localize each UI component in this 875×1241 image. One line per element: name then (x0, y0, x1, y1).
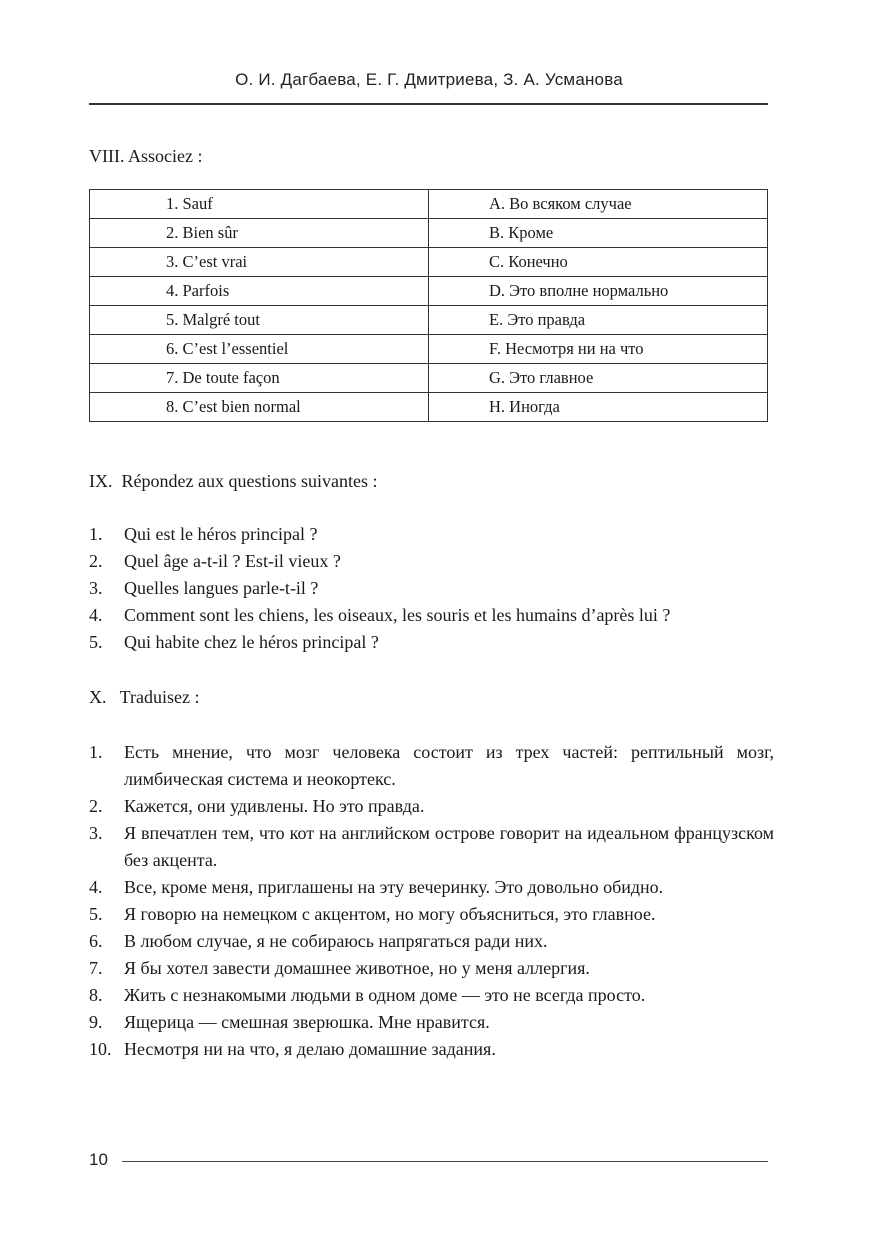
section-ix-title: IX. Répondez aux questions suivantes : (89, 471, 378, 491)
item-number: 1. (89, 742, 103, 762)
russian-phrase: E. Это правда (429, 306, 768, 335)
list-item (89, 629, 774, 656)
translation-list (89, 739, 774, 1063)
translation-text: Кажется, они удивлены. Но это правда. (124, 796, 425, 816)
item-number: 4. (89, 877, 103, 897)
french-phrase: 4. Parfois (90, 277, 429, 306)
russian-phrase: F. Несмотря ни на что (429, 335, 768, 364)
list-item (89, 548, 774, 575)
list-item (89, 874, 774, 901)
list-item (89, 602, 774, 629)
table-row (90, 393, 768, 422)
item-number: 2. (89, 796, 103, 816)
translation-text: Ящерица — смешная зверюшка. Мне нравится. (124, 1012, 490, 1032)
running-head-authors: О. И. Дагбаева, Е. Г. Дмитриева, З. А. Усманова (235, 70, 623, 89)
list-item (89, 901, 774, 928)
table-row (90, 248, 768, 277)
section-x-title: X. Traduisez : (89, 687, 200, 707)
question-text: Quel âge a-t-il ? Est-il vieux ? (124, 551, 341, 571)
russian-phrase: A. Во всяком случае (429, 190, 768, 219)
list-item (89, 928, 774, 955)
item-number: 9. (89, 1012, 103, 1032)
translation-text: Есть мнение, что мозг человека состоит из трех частей: рептильный мозг, лимбическая система и неокортекс. (124, 742, 774, 789)
list-item (89, 982, 774, 1009)
translation-text: Все, кроме меня, приглашены на эту вечеринку. Это довольно обидно. (124, 877, 664, 897)
list-item (89, 793, 774, 820)
french-phrase: 6. C’est l’essentiel (90, 335, 429, 364)
translation-text: Несмотря ни на что, я делаю домашние задания. (124, 1039, 496, 1059)
item-number: 7. (89, 958, 103, 978)
item-number: 5. (89, 904, 103, 924)
question-text: Quelles langues parle-t-il ? (124, 578, 319, 598)
table-row (90, 306, 768, 335)
item-number: 10. (89, 1039, 112, 1059)
translation-text: Я бы хотел завести домашнее животное, но у меня аллергия. (124, 958, 590, 978)
question-text: Qui est le héros principal ? (124, 524, 318, 544)
table-row (90, 219, 768, 248)
item-number: 3. (89, 578, 103, 598)
translation-text: Я впечатлен тем, что кот на английском острове говорит на идеальном французском без акцента. (124, 823, 774, 870)
russian-phrase: G. Это главное (429, 364, 768, 393)
list-item (89, 1009, 774, 1036)
table-row (90, 335, 768, 364)
russian-phrase: H. Иногда (429, 393, 768, 422)
russian-phrase: B. Кроме (429, 219, 768, 248)
list-item (89, 1036, 774, 1063)
table-row (90, 277, 768, 306)
questions-list (89, 521, 774, 656)
question-text: Comment sont les chiens, les oiseaux, les souris et les humains d’après lui ? (124, 605, 671, 625)
item-number: 3. (89, 823, 103, 843)
russian-phrase: C. Конечно (429, 248, 768, 277)
russian-phrase: D. Это вполне нормально (429, 277, 768, 306)
table-row (90, 190, 768, 219)
item-number: 5. (89, 632, 103, 652)
item-number: 8. (89, 985, 103, 1005)
french-phrase: 8. C’est bien normal (90, 393, 429, 422)
section-viii-title: VIII. Associez : (89, 146, 203, 166)
french-phrase: 3. C’est vrai (90, 248, 429, 277)
question-text: Qui habite chez le héros principal ? (124, 632, 379, 652)
translation-text: Я говорю на немецком с акцентом, но могу объясниться, это главное. (124, 904, 656, 924)
page-number: 10 (89, 1150, 108, 1169)
list-item (89, 575, 774, 602)
item-number: 6. (89, 931, 103, 951)
item-number: 2. (89, 551, 103, 571)
list-item (89, 820, 774, 874)
matching-table (89, 189, 768, 422)
translation-text: Жить с незнакомыми людьми в одном доме — это не всегда просто. (124, 985, 646, 1005)
french-phrase: 5. Malgré tout (90, 306, 429, 335)
french-phrase: 7. De toute façon (90, 364, 429, 393)
item-number: 1. (89, 524, 103, 544)
list-item (89, 955, 774, 982)
french-phrase: 1. Sauf (90, 190, 429, 219)
footer-rule (122, 1161, 768, 1162)
translation-text: В любом случае, я не собираюсь напрягаться ради них. (124, 931, 548, 951)
french-phrase: 2. Bien sûr (90, 219, 429, 248)
header-rule (89, 103, 768, 105)
item-number: 4. (89, 605, 103, 625)
list-item (89, 521, 774, 548)
table-row (90, 364, 768, 393)
list-item (89, 739, 774, 793)
